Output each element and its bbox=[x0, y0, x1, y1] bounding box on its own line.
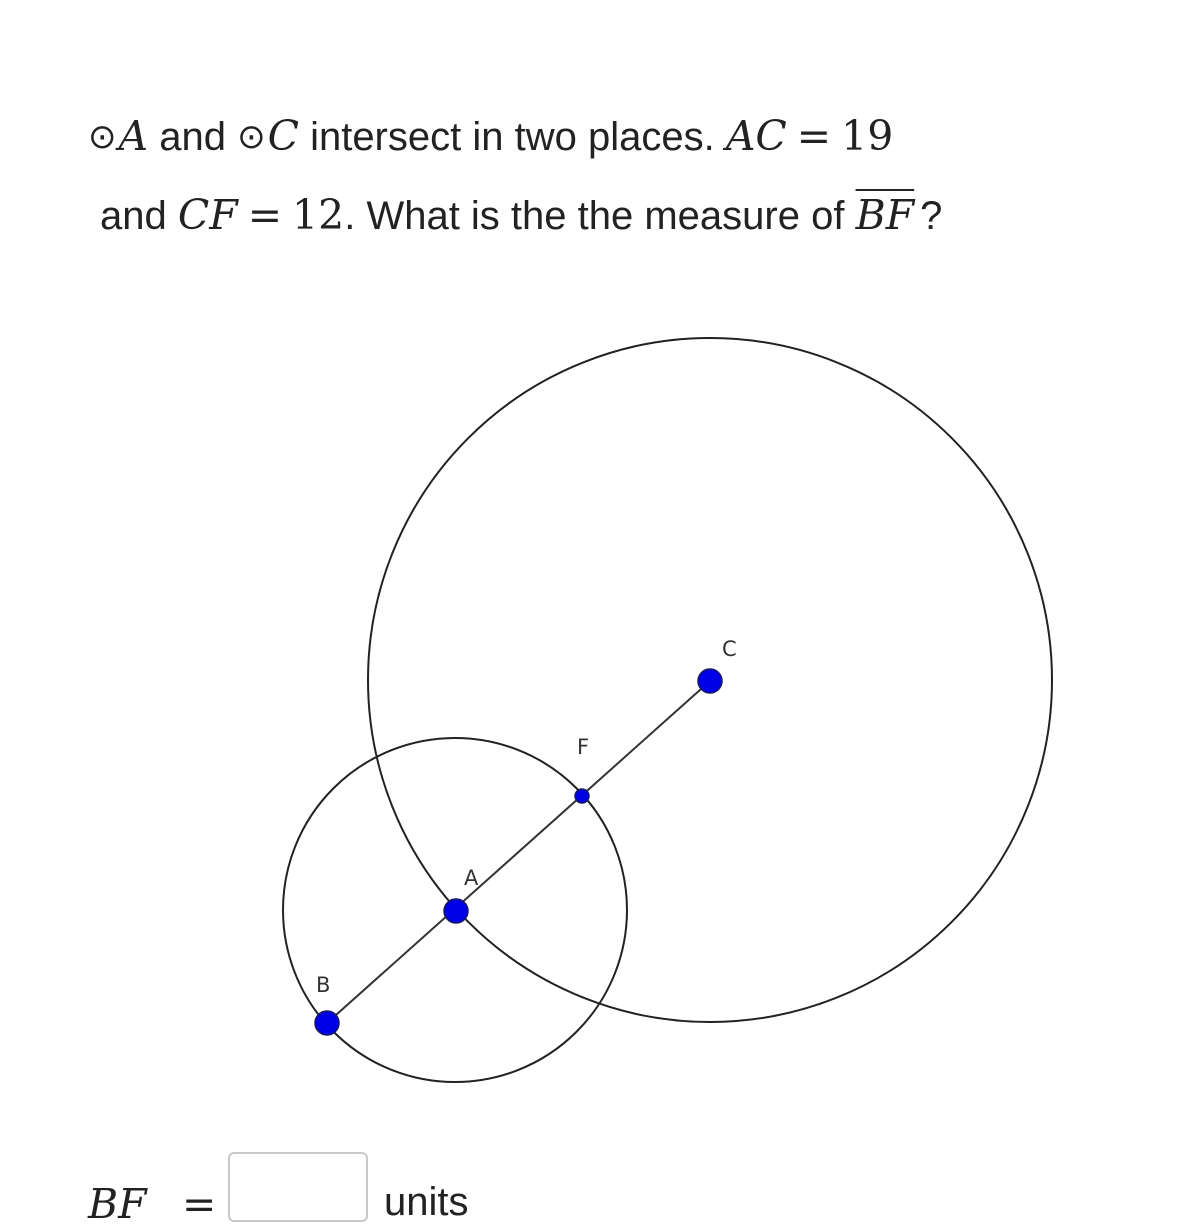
answer-bf-label: BF bbox=[88, 1180, 147, 1228]
question-mark: ? bbox=[920, 194, 943, 238]
point-a bbox=[444, 899, 468, 923]
intersect-text: intersect in two places. bbox=[298, 115, 726, 159]
and-text: and bbox=[148, 115, 238, 159]
segment-bc bbox=[327, 681, 710, 1023]
point-a-label: A bbox=[464, 866, 479, 890]
ac-value: 19 bbox=[841, 112, 894, 160]
cf-label: CF bbox=[177, 191, 238, 239]
circle-a-name: A bbox=[118, 112, 149, 160]
point-c bbox=[698, 669, 722, 693]
ac-label: AC bbox=[725, 112, 787, 160]
circle-c-name: C bbox=[267, 112, 299, 160]
question-prompt: . What is the the measure of bbox=[344, 194, 856, 238]
point-b-label: B bbox=[316, 973, 331, 997]
circle-dot-icon: ⊙ bbox=[88, 117, 117, 157]
point-f-label: F bbox=[577, 735, 590, 759]
equals-sign: = bbox=[247, 191, 283, 239]
and-text: and bbox=[100, 194, 178, 238]
point-c-label: C bbox=[722, 637, 737, 661]
point-b bbox=[315, 1011, 339, 1035]
answer-equals-sign: = bbox=[182, 1180, 217, 1228]
equals-sign: = bbox=[796, 112, 832, 160]
cf-value: 12 bbox=[292, 191, 345, 239]
answer-input[interactable] bbox=[228, 1152, 368, 1222]
point-f bbox=[575, 789, 589, 803]
circle-dot-icon: ⊙ bbox=[237, 117, 266, 157]
answer-units: units bbox=[384, 1180, 469, 1224]
bf-segment-label: $\overline{BF}$ bbox=[855, 191, 915, 239]
